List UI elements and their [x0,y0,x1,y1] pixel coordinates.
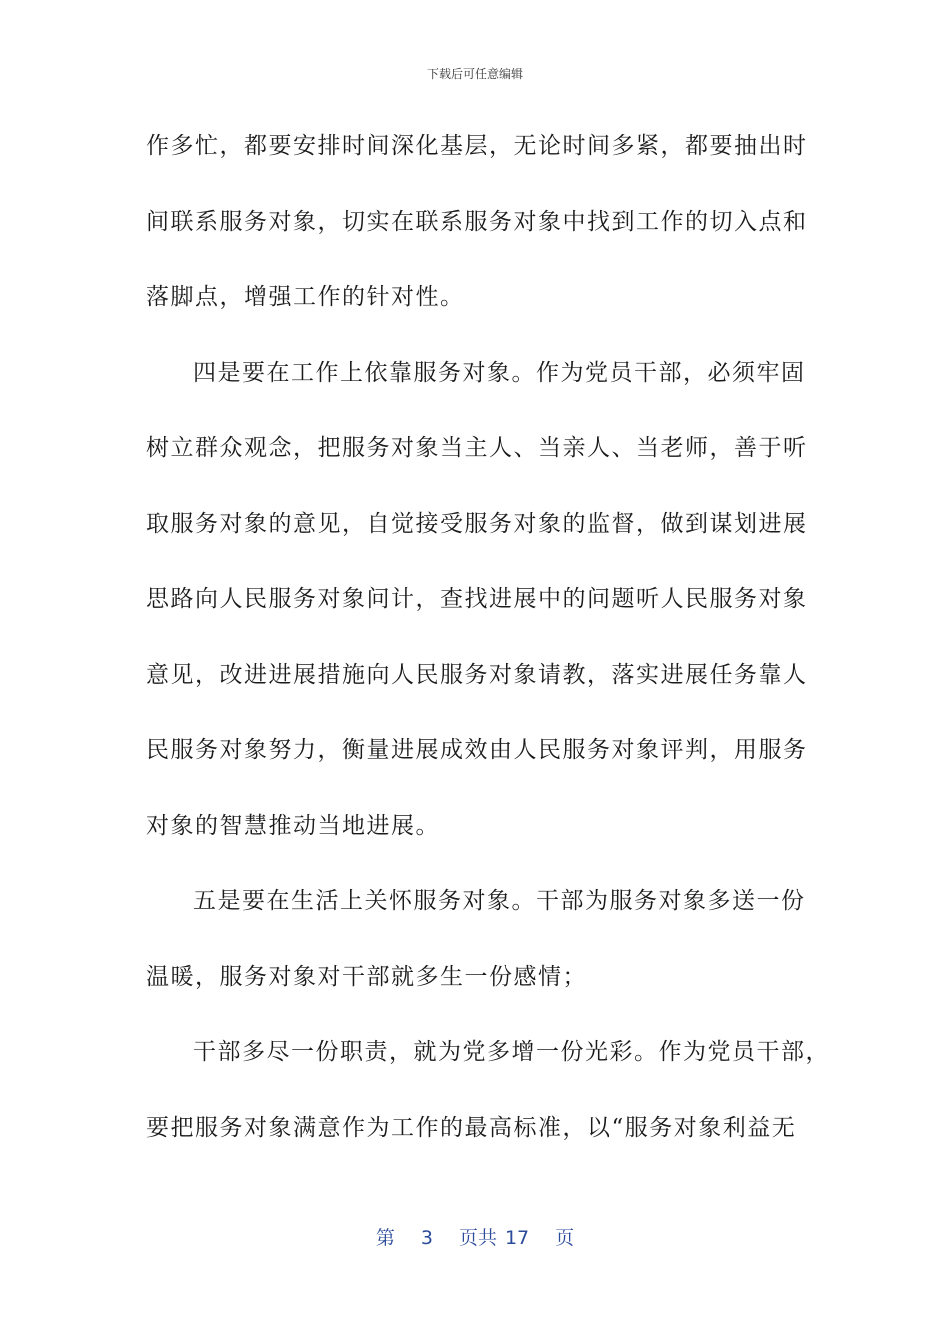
footer-prefix: 第 [375,1227,395,1249]
text-line-7: 思路向人民服务对象问计，查找进展中的问题听人民服务对象 [146,586,808,612]
footer-middle: 页共 [458,1227,497,1249]
text-line-1: 作多忙，都要安排时间深化基层，无论时间多紧，都要抽出时 [146,133,808,159]
page-footer [0,1226,950,1250]
page-header: 下载后可任意编辑 [426,67,523,81]
text-line-11: 五是要在生活上关怀服务对象。干部为服务对象多送一份 [193,888,806,914]
text-line-14: 要把服务对象满意作为工作的最高标准，以“服务对象利益无 [146,1114,797,1141]
text-line-9: 民服务对象努力，衡量进展成效由人民服务对象评判，用服务 [146,737,808,763]
footer-current-page: 3 [420,1227,433,1249]
text-line-12: 温暖，服务对象对干部就多生一份感情； [146,963,587,990]
document-body [146,120,830,1177]
text-line-8: 意见，改进进展措施向人民服务对象请教，落实进展任务靠人 [146,661,808,688]
text-line-5: 树立群众观念，把服务对象当主人、当亲人、当老师，善于听 [146,435,808,461]
footer-total-pages: 17 [504,1227,530,1249]
text-line-3: 落脚点，增强工作的针对性。 [146,284,465,310]
text-line-6: 取服务对象的意见，自觉接受服务对象的监督，做到谋划进展 [146,510,808,537]
text-line-2: 间联系服务对象，切实在联系服务对象中找到工作的切入点和 [146,208,808,235]
text-line-13: 干部多尽一份职责，就为党多增一份光彩。作为党员干部， [193,1039,830,1065]
text-line-10: 对象的智慧推动当地进展。 [146,812,440,839]
text-line-4: 四是要在工作上依靠服务对象。作为党员干部，必须牢固 [193,359,806,386]
footer-suffix: 页 [555,1227,575,1249]
